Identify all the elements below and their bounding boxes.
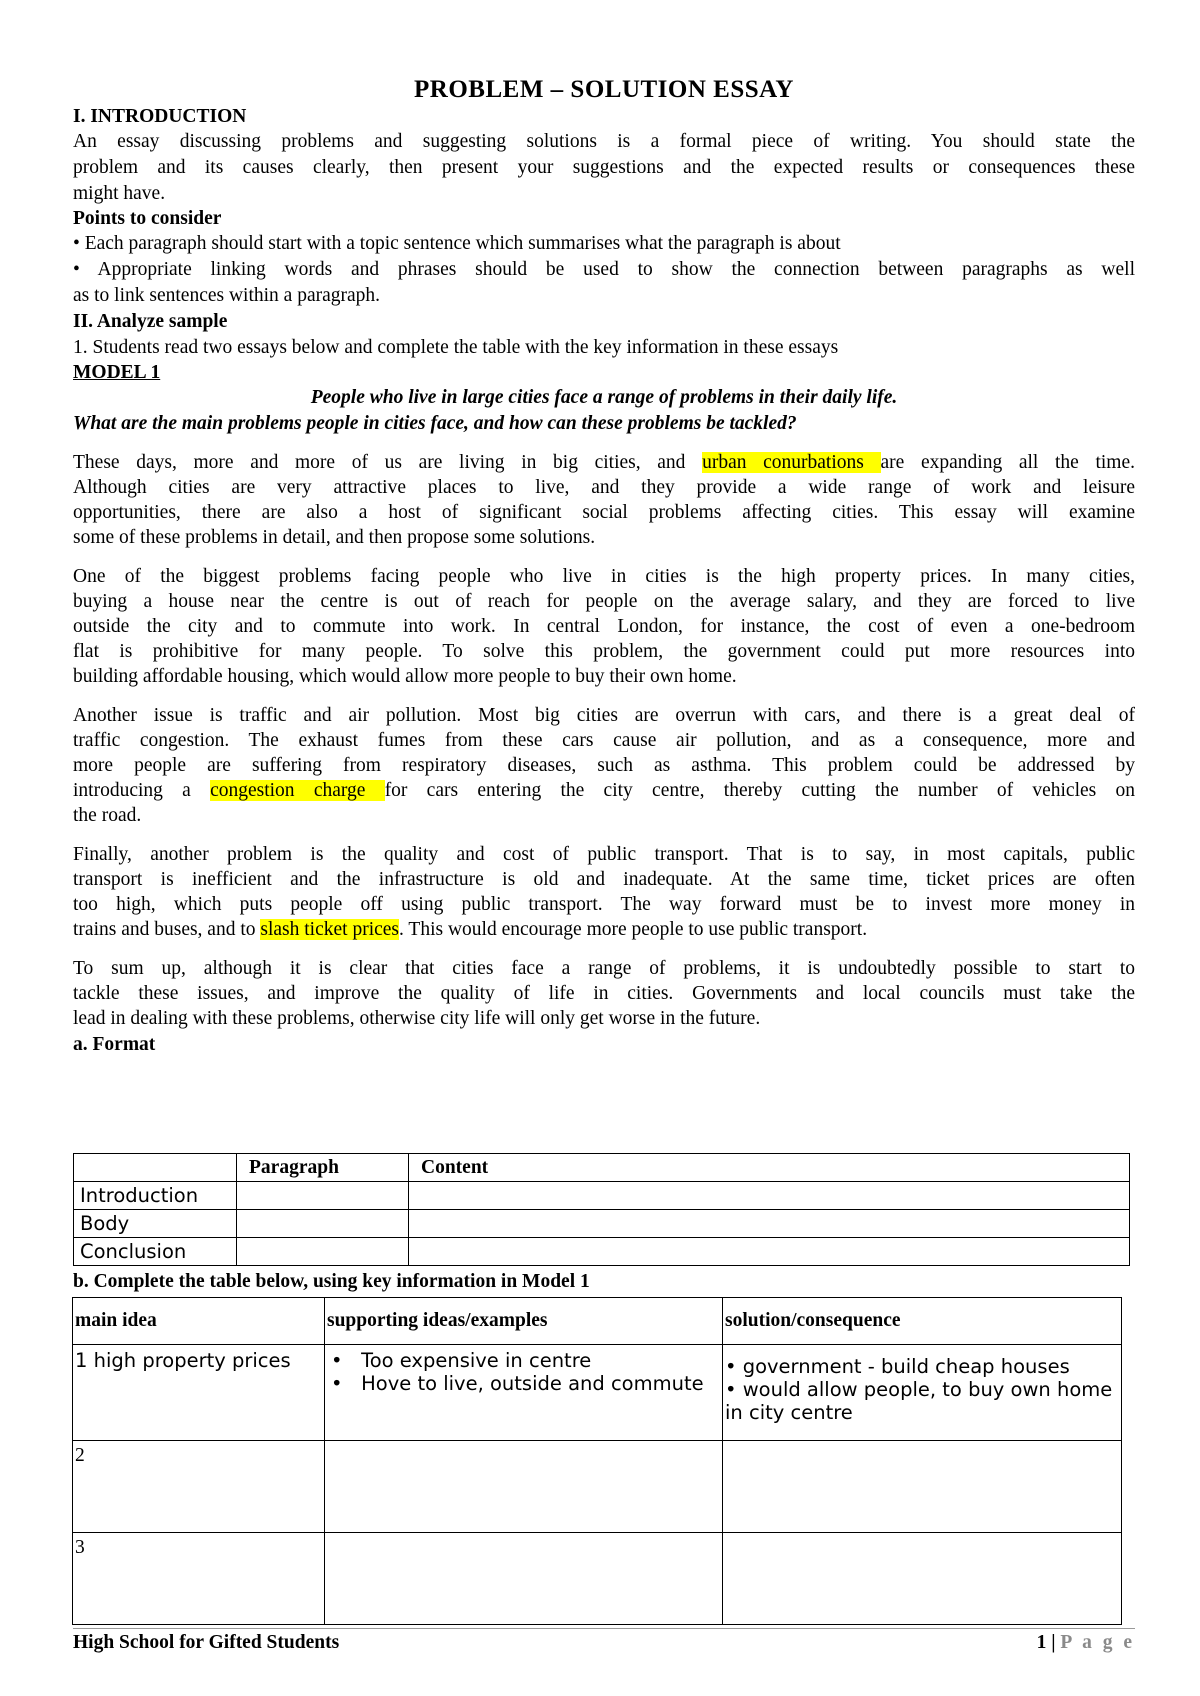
essay-prompt: People who live in large cities face a range of problems in their daily life. <box>310 387 898 408</box>
list-item: • government - build cheap houses <box>725 1355 1070 1378</box>
table-header: Content <box>409 1154 1130 1182</box>
table-header: solution/consequence <box>723 1298 1122 1345</box>
essay-line: some of these problems in detail, and then propose some solutions. <box>73 527 596 548</box>
table-row <box>73 1345 1122 1441</box>
table-cell[interactable] <box>409 1210 1130 1238</box>
table-header: supporting ideas/examples <box>325 1298 723 1345</box>
essay-line: more people are suffering from respiratory diseases, such as asthma. This problem could be addressed by <box>73 755 1135 776</box>
key-table-heading: b. Complete the table below, using key information in Model 1 <box>73 1271 590 1292</box>
table-cell: Body <box>74 1210 237 1238</box>
intro-line: problem and its causes clearly, then present your suggestions and the expected results or consequences these <box>73 157 1135 178</box>
essay-line: outside the city and to commute into work. In central London, for instance, the cost of even a one-bedroom <box>73 616 1135 637</box>
essay-line: One of the biggest problems facing people who live in cities is the high property prices. In many cities, <box>73 566 1135 587</box>
essay-line: Another issue is traffic and air pollution. Most big cities are overrun with cars, and there is a great deal of <box>73 705 1135 726</box>
document-title: PROBLEM – SOLUTION ESSAY <box>414 76 794 103</box>
list-item: • would allow people, to buy own home <box>725 1378 1113 1401</box>
essay-line: building affordable housing, which would allow more people to buy their own home. <box>73 666 737 687</box>
points-heading: Points to consider <box>73 208 222 229</box>
footer-divider <box>73 1628 1135 1629</box>
point-item: as to link sentences within a paragraph. <box>73 285 381 306</box>
footer-page-number: 1 | P a g e <box>1036 1632 1135 1653</box>
table-cell[interactable] <box>237 1182 409 1210</box>
format-table <box>73 1153 1130 1266</box>
intro-line: An essay discussing problems and suggesting solutions is a formal piece of writing. You should state the <box>73 131 1135 152</box>
point-item: • Appropriate linking words and phrases should be used to show the connection between paragraphs as well <box>73 259 1135 280</box>
table-cell: 1 high property prices <box>73 1345 325 1441</box>
table-row <box>74 1210 1130 1238</box>
essay-line: too high, which puts people off using public transport. The way forward must be to invest more money in <box>73 894 1135 915</box>
table-row <box>73 1533 1122 1625</box>
intro-line: might have. <box>73 183 166 204</box>
highlighted-phrase: urban conurbations <box>702 452 881 473</box>
highlighted-phrase: slash ticket prices <box>260 919 400 940</box>
table-cell[interactable] <box>237 1238 409 1266</box>
table-row <box>73 1441 1122 1533</box>
table-cell <box>74 1154 237 1182</box>
model-label: MODEL 1 <box>73 362 161 383</box>
list-item: • Too expensive in centre <box>331 1349 592 1372</box>
footer-school: High School for Gifted Students <box>73 1632 340 1653</box>
essay-line: lead in dealing with these problems, otherwise city life will only get worse in the future. <box>73 1008 761 1029</box>
essay-line: Finally, another problem is the quality and cost of public transport. That is to say, in most capitals, public <box>73 844 1135 865</box>
analyze-instruction: 1. Students read two essays below and complete the table with the key information in these essays <box>73 337 839 358</box>
table-cell[interactable] <box>723 1441 1122 1533</box>
analyze-heading: II. Analyze sample <box>73 311 228 332</box>
table-cell: Introduction <box>74 1182 237 1210</box>
essay-prompt: What are the main problems people in cities face, and how can these problems be tackled? <box>73 413 797 434</box>
essay-line: introducing a congestion charge for cars entering the city centre, thereby cutting the number of vehicles on <box>73 780 1135 801</box>
essay-line: tackle these issues, and improve the quality of life in cities. Governments and local councils must take the <box>73 983 1135 1004</box>
table-cell <box>723 1345 1122 1441</box>
table-cell[interactable] <box>325 1441 723 1533</box>
table-header: Paragraph <box>237 1154 409 1182</box>
essay-line: opportunities, there are also a host of significant social problems affecting cities. This essay will examine <box>73 502 1135 523</box>
table-cell[interactable] <box>237 1210 409 1238</box>
table-cell[interactable] <box>409 1238 1130 1266</box>
essay-line: traffic congestion. The exhaust fumes from these cars cause air pollution, and as a consequence, more and <box>73 730 1135 751</box>
essay-line: buying a house near the centre is out of reach for people on the average salary, and they are forced to live <box>73 591 1135 612</box>
highlighted-phrase: congestion charge <box>210 780 385 801</box>
essay-line: transport is inefficient and the infrastructure is old and inadequate. At the same time, ticket prices are often <box>73 869 1135 890</box>
format-heading: a. Format <box>73 1034 156 1055</box>
table-cell[interactable] <box>325 1533 723 1625</box>
essay-line: To sum up, although it is clear that cities face a range of problems, it is undoubtedly possible to start to <box>73 958 1135 979</box>
list-item: • Hove to live, outside and commute <box>331 1372 704 1395</box>
list-item: in city centre <box>725 1401 853 1424</box>
essay-line: flat is prohibitive for many people. To solve this problem, the government could put more resources into <box>73 641 1135 662</box>
essay-line: These days, more and more of us are living in big cities, and urban conurbations are expanding all the time. <box>73 452 1135 473</box>
table-row <box>73 1298 1122 1345</box>
essay-line: trains and buses, and to slash ticket prices. This would encourage more people to use public transport. <box>73 919 868 940</box>
essay-line: Although cities are very attractive places to live, and they provide a wide range of work and leisure <box>73 477 1135 498</box>
table-cell: Conclusion <box>74 1238 237 1266</box>
table-cell[interactable] <box>723 1533 1122 1625</box>
table-cell: 2 <box>73 1441 325 1533</box>
point-item: • Each paragraph should start with a topic sentence which summarises what the paragraph is about <box>73 233 841 254</box>
table-row <box>74 1238 1130 1266</box>
table-row <box>74 1182 1130 1210</box>
table-cell[interactable] <box>409 1182 1130 1210</box>
table-cell <box>325 1345 723 1441</box>
table-header: main idea <box>73 1298 325 1345</box>
key-info-table <box>72 1297 1122 1625</box>
essay-line: the road. <box>73 805 142 826</box>
intro-heading: I. INTRODUCTION <box>73 106 247 127</box>
table-cell: 3 <box>73 1533 325 1625</box>
table-row <box>74 1154 1130 1182</box>
